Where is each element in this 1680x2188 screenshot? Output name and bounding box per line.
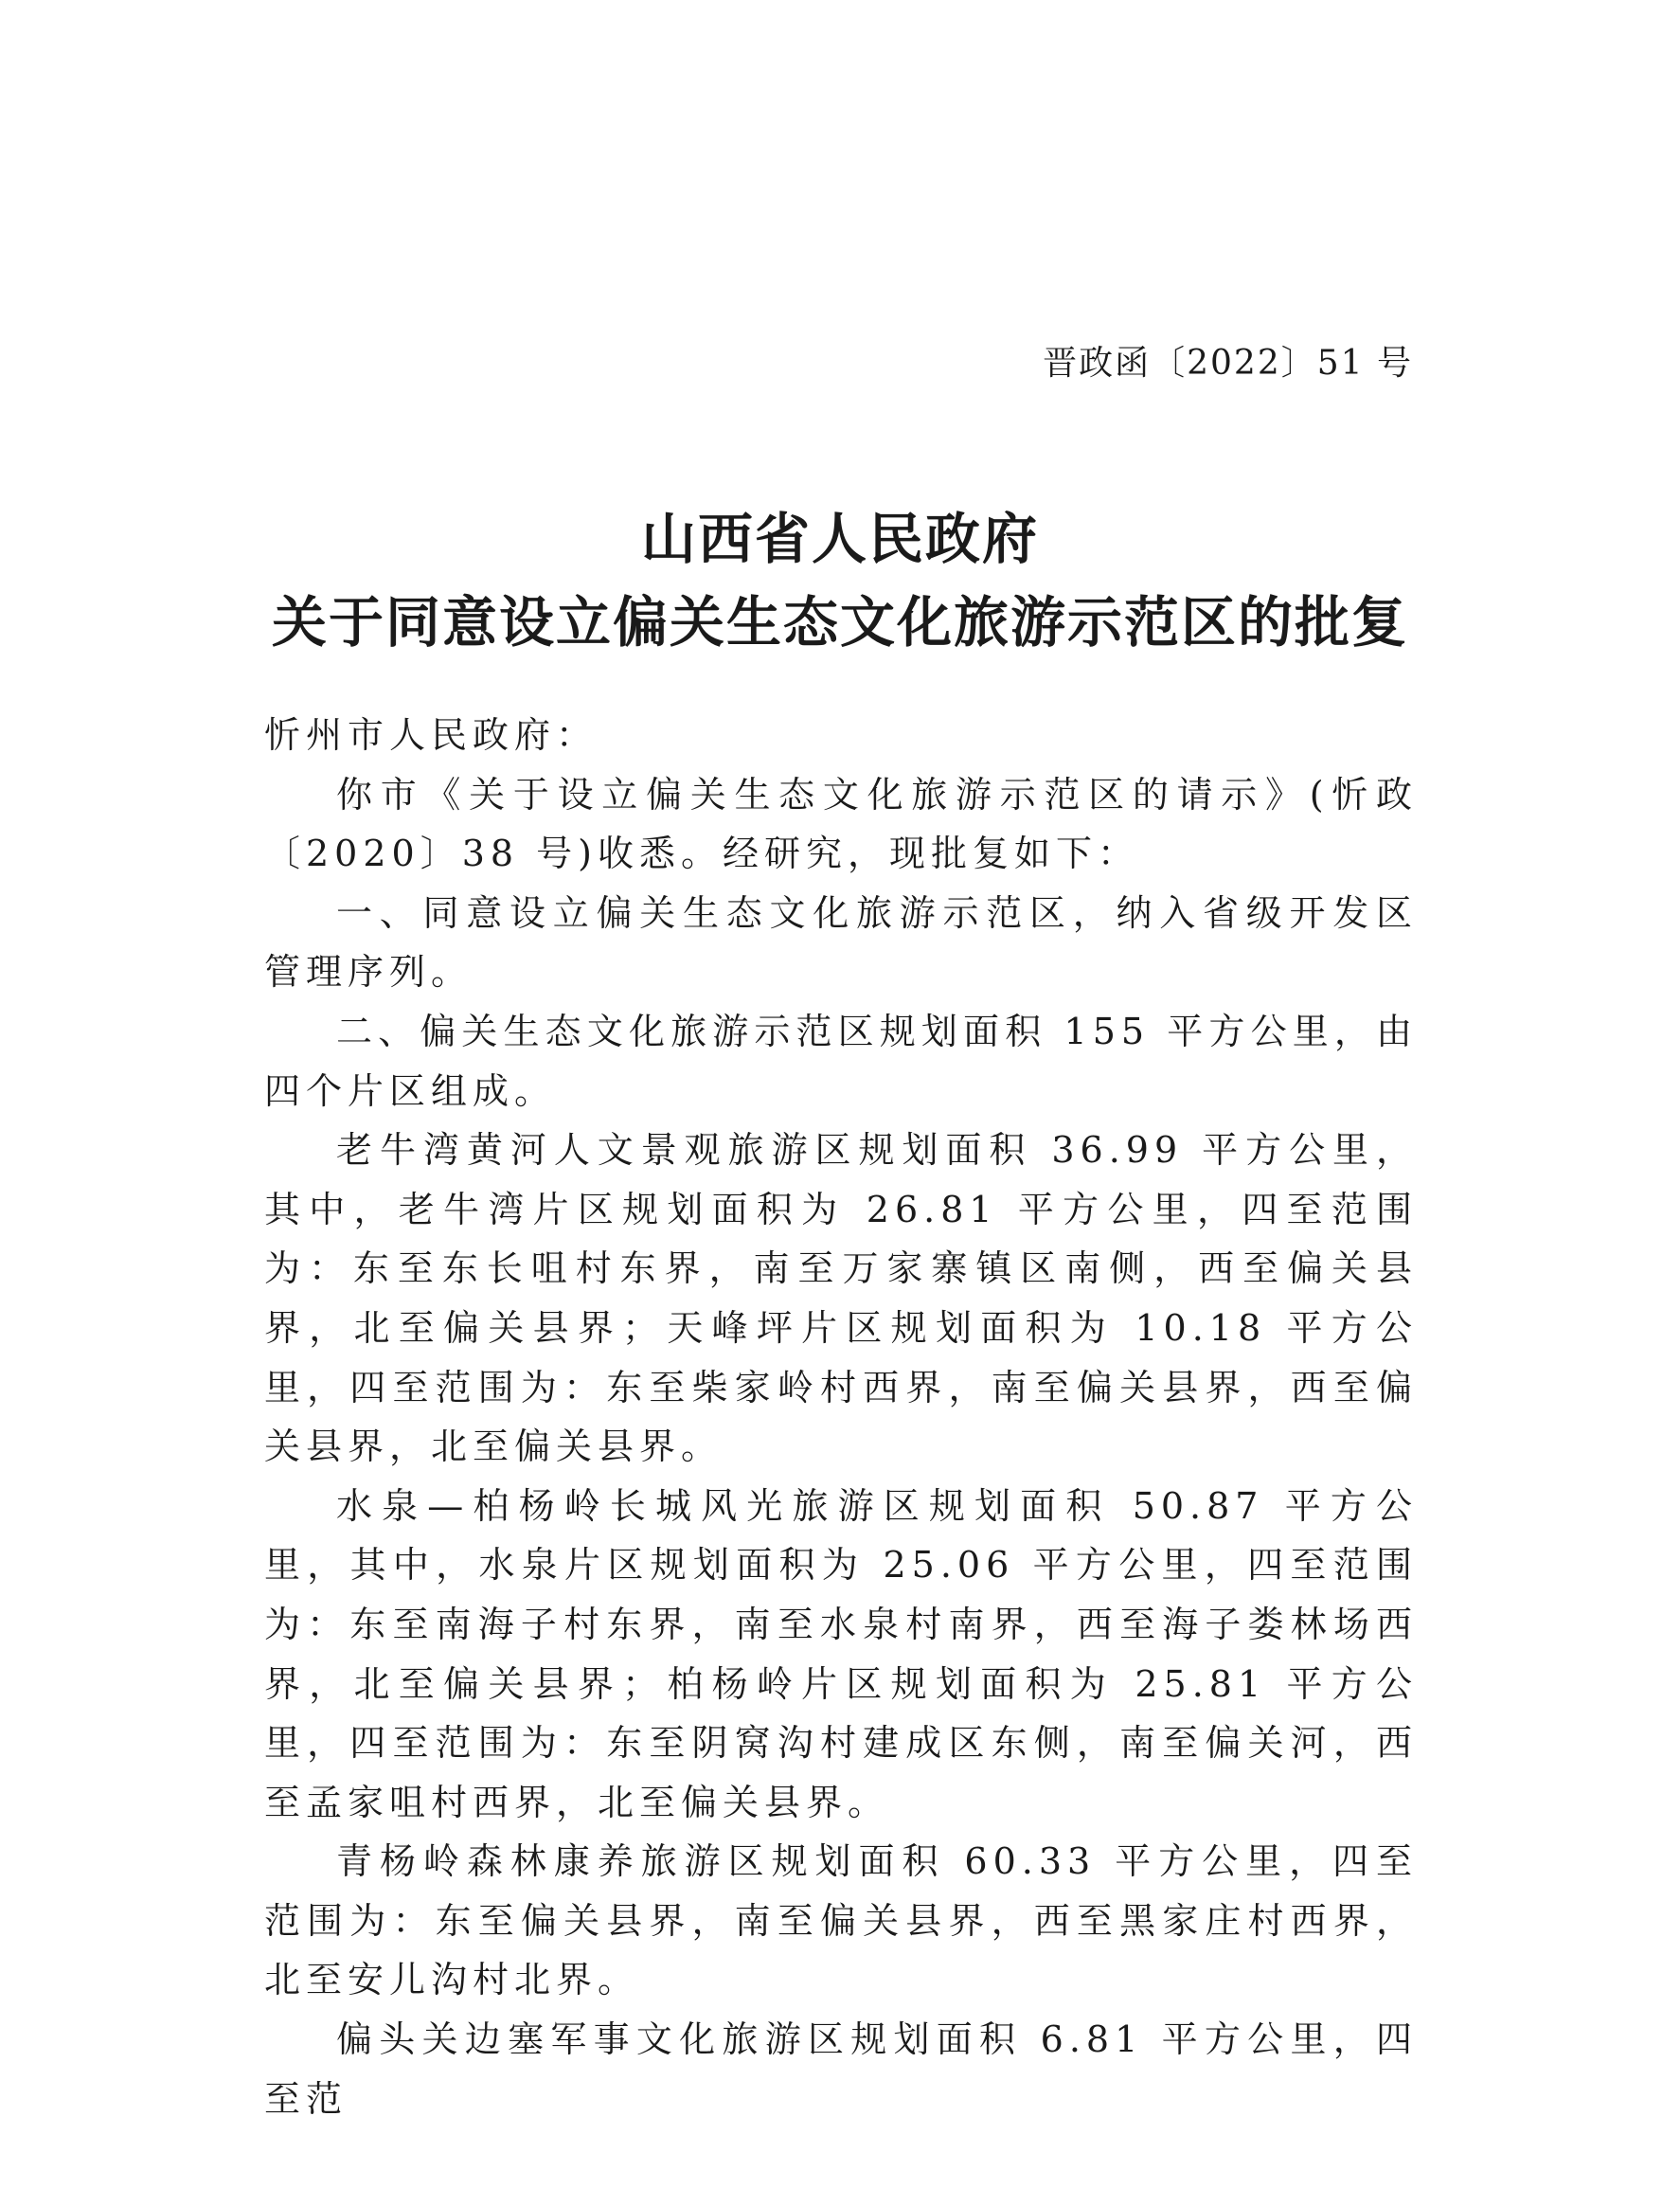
document-number: 晋政函〔2022〕51 号 xyxy=(1043,344,1413,383)
paragraph-item-two: 二、偏关生态文化旅游示范区规划面积 155 平方公里，由四个片区组成。 xyxy=(264,1010,1418,1112)
paragraph-qingyangling: 青杨岭森林康养旅游区规划面积 60.33 平方公里，四至范围为：东至偏关县界，南至偏关县界，西至黑家庄村西界，北至安儿沟村北界。 xyxy=(264,1840,1418,2001)
paragraph-piantouguan: 偏头关边塞军事文化旅游区规划面积 6.81 平方公里，四至范 xyxy=(264,2018,1418,2120)
paragraph-shuiquan-baiyangling: 水泉—柏杨岭长城风光旅游区规划面积 50.87 平方公里，其中，水泉片区规划面积为 25.06 平方公里，四至范围为：东至南海子村东界，南至水泉村南界，西至海子娄林场西界，北至偏关县界；柏杨岭片区规划面积为 25.81 平方公里，四至范围为：东至阴窝沟村建成区东侧，南至偏关河，西至孟家咀村西界，北至偏关县界。 xyxy=(264,1484,1418,1823)
paragraph-item-one: 一、同意设立偏关生态文化旅游示范区，纳入省级开发区管理序列。 xyxy=(264,891,1418,994)
paragraph-request-receipt: 你市《关于设立偏关生态文化旅游示范区的请示》(忻政〔2020〕38 号)收悉。经研究，现批复如下： xyxy=(264,773,1418,875)
title-line-1: 山西省人民政府 xyxy=(640,507,1039,571)
document-body xyxy=(264,706,1418,2128)
salutation: 忻州市人民政府： xyxy=(264,714,599,756)
paragraph-laoniuwan: 老牛湾黄河人文景观旅游区规划面积 36.99 平方公里，其中，老牛湾片区规划面积为 26.81 平方公里，四至范围为：东至东长咀村东界，南至万家寨镇区南侧，西至偏关县界，北至偏关县界；天峰坪片区规划面积为 10.18 平方公里，四至范围为：东至柴家岭村西界，南至偏关县界，西至偏关县界，北至偏关县界。 xyxy=(264,1129,1418,1468)
title-line-2: 关于同意设立偏关生态文化旅游示范区的批复 xyxy=(271,590,1408,655)
document-title xyxy=(0,497,1680,664)
